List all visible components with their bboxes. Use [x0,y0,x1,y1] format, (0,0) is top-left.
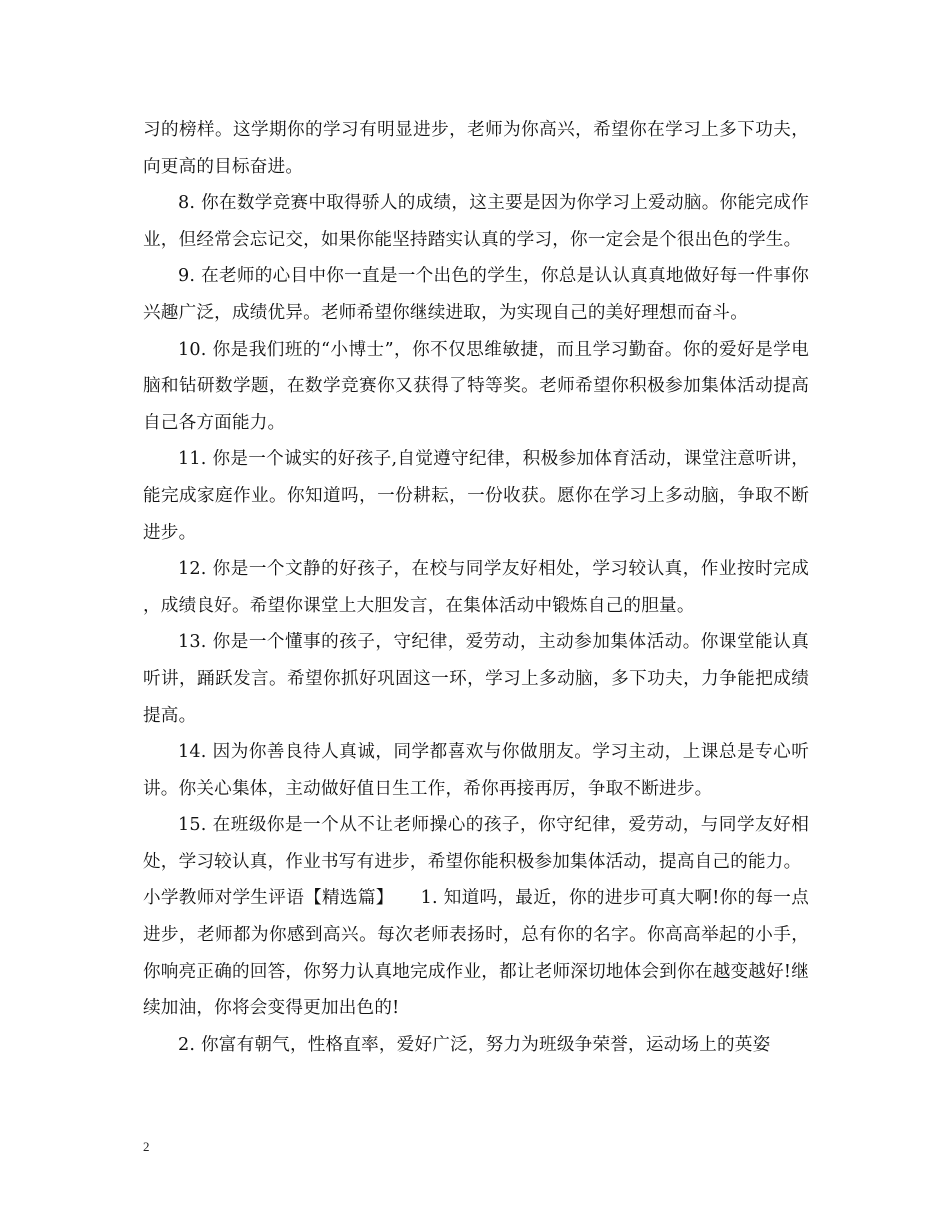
paragraph-comment-10: 10. 你是我们班的“小博士”，你不仅思维敏捷，而且学习勤奋。你的爱好是学电脑和钻研数学题，在数学竞赛你又获得了特等奖。老师希望你积极参加集体活动提高自己各方面能力。 [143,339,809,433]
document-body [143,112,809,1063]
paragraph-comment-13: 13. 你是一个懂事的孩子，守纪律，爱劳动，主动参加集体活动。你课堂能认真听讲，踊跃发言。希望你抓好巩固这一环，学习上多动脑，多下功夫，力争能把成绩提高。 [143,632,809,726]
paragraph-comment-8: 8. 你在数学竞赛中取得骄人的成绩，这主要是因为你学习上爱动脑。你能完成作业，但经常会忘记交，如果你能坚持踏实认真的学习，你一定会是个很出色的学生。 [143,193,809,250]
paragraph-selected-section: 小学教师对学生评语【精选篇】 1. 知道吗，最近，你的进步可真大啊!你的每一点进步，老师都为你感到高兴。每次老师表扬时，总有你的名字。你高高举起的小手，你响亮正确的回答，你努力认真地完成作业，都让老师深切地体会到你在越变越好!继续加油，你将会变得更加出色的! [143,888,809,1019]
paragraph-comment-15: 15. 在班级你是一个从不让老师操心的孩子，你守纪律，爱劳动，与同学友好相处，学习较认真，作业书写有进步，希望你能积极参加集体活动，提高自己的能力。 [143,815,809,872]
paragraph-comment-11: 11. 你是一个诚实的好孩子,自觉遵守纪律，积极参加体育活动，课堂注意听讲，能完成家庭作业。你知道吗，一份耕耘，一份收获。愿你在学习上多动脑，争取不断进步。 [143,449,809,543]
paragraph-comment-12: 12. 你是一个文静的好孩子，在校与同学友好相处，学习较认真，作业按时完成，成绩良好。希望你课堂上大胆发言，在集体活动中锻炼自己的胆量。 [143,559,809,616]
page-number: 2 [143,1139,150,1154]
paragraph-comment-2: 2. 你富有朝气，性格直率，爱好广泛，努力为班级争荣誉，运动场上的英姿 [178,1034,771,1055]
paragraph-comment-14: 14. 因为你善良待人真诚，同学都喜欢与你做朋友。学习主动，上课总是专心听讲。你关心集体，主动做好值日生工作，希你再接再厉，争取不断进步。 [143,742,809,799]
paragraph-continuation: 习的榜样。这学期你的学习有明显进步，老师为你高兴，希望你在学习上多下功夫，向更高的目标奋进。 [143,120,809,177]
paragraph-comment-9: 9. 在老师的心目中你一直是一个出色的学生，你总是认认真真地做好每一件事你兴趣广泛，成绩优异。老师希望你继续进取，为实现自己的美好理想而奋斗。 [143,266,809,323]
